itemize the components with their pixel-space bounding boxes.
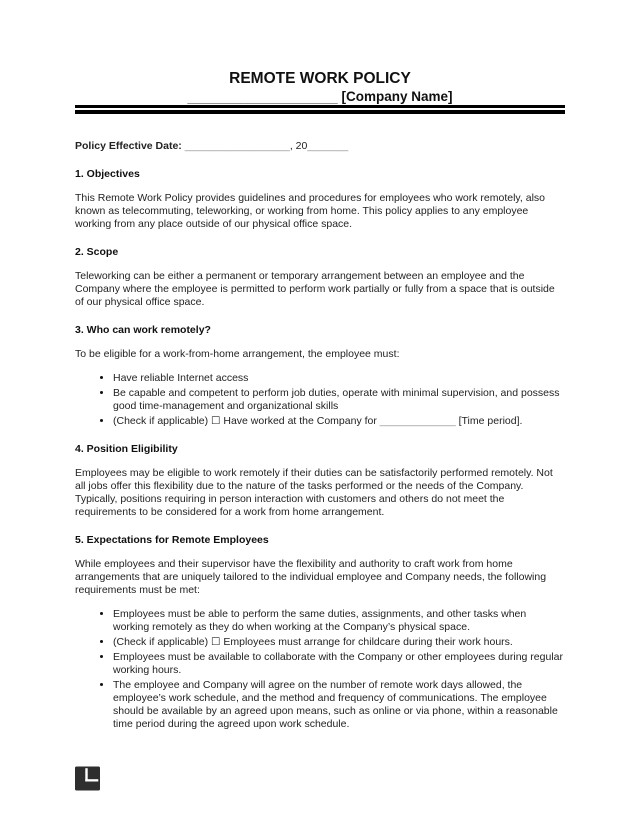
expectations-list [75, 608, 565, 731]
section-paragraph: Teleworking can be either a permanent or temporary arrangement between an employee and the Company where the employee is permitted to perform work partially or fully from a space that is outside of our physical office space. [75, 270, 555, 308]
checkbox-bullet-text: (Check if applicable) ☐ Have worked at the Company for [113, 415, 380, 427]
eligibility-list [75, 372, 565, 428]
list-item: • Employees must be available to collaborate with the Company or other employees during regular working hours. [113, 651, 565, 677]
list-item: • Have reliable Internet access [113, 372, 565, 385]
section-paragraph: This Remote Work Policy provides guidelines and procedures for employees who work remotely, also known as telecommuting, teleworking, or working from home. This policy applies to any employee working from any place outside of our physical office space. [75, 192, 545, 230]
company-name-blank: ____________________ [187, 89, 338, 104]
effective-date-label: Policy Effective Date: [75, 140, 182, 152]
section-heading: 4. Position Eligibility [75, 443, 178, 455]
section-heading: 2. Scope [75, 246, 119, 258]
list-item: • Employees must be able to perform the same duties, assignments, and other tasks when working remotely as they do when working at the Company’s physical space. [113, 608, 565, 634]
company-name-line [75, 90, 565, 104]
effective-date-year-prefix: , 20 [289, 140, 308, 152]
company-name-placeholder: [Company Name] [341, 89, 453, 104]
list-item [113, 415, 565, 428]
legal-templates-logo-icon [75, 766, 100, 791]
page-title: REMOTE WORK POLICY [229, 70, 411, 87]
section-paragraph: To be eligible for a work-from-home arrangement, the employee must: [75, 348, 400, 360]
section-heading: 1. Objectives [75, 168, 140, 180]
section-who-can-work-remotely [75, 324, 565, 428]
section-expectations [75, 534, 565, 731]
section-heading: 5. Expectations for Remote Employees [75, 534, 269, 546]
section-heading: 3. Who can work remotely? [75, 324, 211, 336]
section-paragraph: Employees may be eligible to work remotely if their duties can be satisfactorily performed remotely. Not all jobs offer this flexibility due to the nature of the tasks performed or the needs of the Company. Typically, positions requiring in person interaction with customers and others do not meet the requirements to be considered for a work from home arrangement. [75, 467, 553, 518]
list-item: • Be capable and competent to perform job duties, operate with minimal supervision, and possess good time-management and organizational skills [113, 387, 565, 413]
time-period-placeholder: [Time period]. [455, 415, 523, 427]
document-header [75, 70, 565, 114]
footer-logo [75, 766, 100, 791]
time-period-blank: _____________ [379, 415, 456, 427]
effective-date-year-blank: _______ [307, 140, 349, 152]
effective-date-line [75, 140, 565, 153]
list-item: • (Check if applicable) ☐ Employees must arrange for childcare during their work hours. [113, 636, 565, 649]
section-scope [75, 246, 565, 309]
section-paragraph: While employees and their supervisor have the flexibility and authority to craft work from home arrangements that are uniquely tailored to the individual employee and Company needs, the following requirements must be met: [75, 558, 547, 596]
document-body [75, 140, 565, 731]
effective-date-blank: __________________ [184, 140, 290, 152]
section-objectives [75, 168, 565, 231]
header-divider [75, 105, 565, 114]
list-item: • The employee and Company will agree on the number of remote work days allowed, the employee’s work schedule, and the method and frequency of communications. The employee should be available by an agreed upon means, such as online or via phone, within a reasonable time period during the agreed upon work schedule. [113, 679, 565, 731]
section-position-eligibility [75, 443, 565, 519]
